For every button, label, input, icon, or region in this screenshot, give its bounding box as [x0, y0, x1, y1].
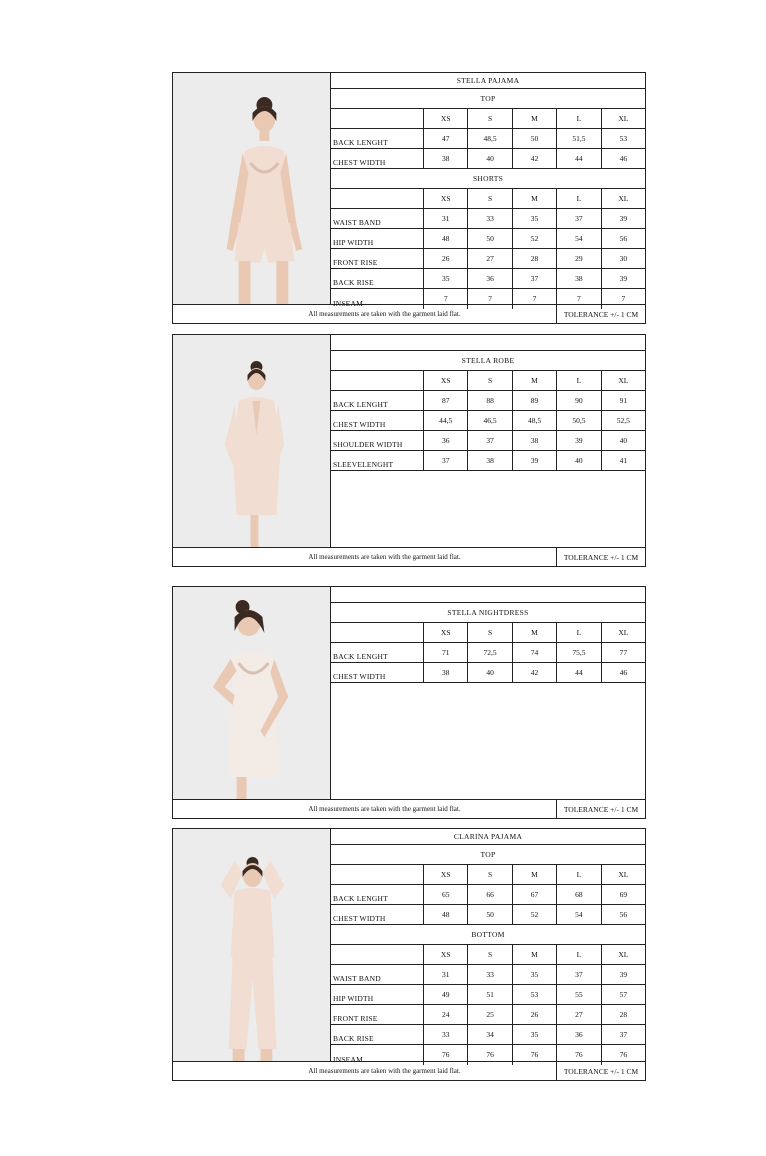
size-xl: XL: [618, 114, 629, 123]
table-cell: 56: [619, 234, 628, 243]
table-cell: 30: [619, 254, 628, 263]
row-label: BACK LENGHT: [331, 885, 424, 904]
table-row: [331, 965, 645, 985]
size-xs: XS: [424, 623, 468, 642]
row-label: BACK RISE: [331, 269, 424, 288]
table-cell: 91: [619, 396, 628, 405]
table-cell: 69: [619, 890, 628, 899]
table-cell: 40: [619, 436, 628, 445]
table-cell: 39: [619, 970, 628, 979]
row-label: BACK RISE: [331, 1025, 424, 1044]
table-cell: 25: [468, 1005, 512, 1024]
stella-nightdress-table: [331, 587, 645, 683]
size-xl: XL: [618, 870, 629, 879]
table-row: [331, 149, 645, 169]
size-l: L: [557, 189, 601, 208]
size-header-row: [331, 865, 645, 885]
table-cell: 37: [557, 209, 601, 228]
table-cell: 40: [468, 663, 512, 682]
row-label: INSEAM: [331, 289, 424, 309]
size-l: L: [557, 865, 601, 884]
table-cell: 35: [513, 209, 557, 228]
clarina-pajama-title: CLARINA PAJAMA: [331, 829, 645, 845]
stella-robe-photo: [173, 335, 331, 548]
table-cell: 76: [557, 1045, 601, 1065]
table-cell: 50,5: [557, 411, 601, 430]
stella-nightdress-photo: [173, 587, 331, 800]
size-s: S: [468, 623, 512, 642]
row-label: FRONT RISE: [331, 249, 424, 268]
table-row: [331, 391, 645, 411]
table-cell: 76: [424, 1045, 468, 1065]
tolerance-label: TOLERANCE +/- 1 CM: [563, 1066, 639, 1076]
stella-robe-table: [331, 335, 645, 471]
clarina-pajama-photo: [173, 829, 331, 1062]
table-cell: 50: [513, 129, 557, 148]
table-cell: 72,5: [468, 643, 512, 662]
row-label: HIP WIDTH: [331, 985, 424, 1004]
table-row: [331, 431, 645, 451]
table-cell: 35: [424, 269, 468, 288]
table-row: [331, 229, 645, 249]
shorts-section-label: SHORTS: [331, 169, 645, 189]
table-cell: 48,5: [468, 129, 512, 148]
table-cell: 46,5: [468, 411, 512, 430]
table-cell: 38: [557, 269, 601, 288]
size-xs: XS: [424, 865, 468, 884]
table-cell: 47: [424, 129, 468, 148]
table-cell: 37: [619, 1030, 628, 1039]
table-row: [331, 905, 645, 925]
measurement-note: All measurements are taken with the garment laid flat.: [173, 1062, 557, 1080]
table-row: [331, 1025, 645, 1045]
table-cell: 75,5: [557, 643, 601, 662]
table-cell: 36: [424, 431, 468, 450]
table-cell: 48,5: [513, 411, 557, 430]
row-label: WAIST BAND: [331, 209, 424, 228]
table-cell: 7: [424, 289, 468, 309]
table-cell: 7: [557, 289, 601, 309]
table-row: [331, 411, 645, 431]
row-label: BACK LENGHT: [331, 391, 424, 410]
stella-nightdress-title: STELLA NIGHTDRESS: [331, 603, 645, 623]
row-label: BACK LENGHT: [331, 643, 424, 662]
table-cell: 56: [619, 910, 628, 919]
stella-pajama-photo: [173, 73, 331, 305]
row-label: CHEST WIDTH: [331, 149, 424, 168]
size-l: L: [557, 371, 601, 390]
table-cell: 42: [513, 663, 557, 682]
table-cell: 38: [424, 149, 468, 168]
table-cell: 24: [424, 1005, 468, 1024]
table-row: [331, 643, 645, 663]
table-row: [331, 269, 645, 289]
size-s: S: [468, 109, 512, 128]
table-cell: 35: [513, 965, 557, 984]
size-xs: XS: [424, 371, 468, 390]
table-cell: 39: [557, 431, 601, 450]
table-row: [331, 451, 645, 471]
table-cell: 49: [424, 985, 468, 1004]
tolerance-label: TOLERANCE +/- 1 CM: [563, 552, 639, 562]
stella-pajama-block: [172, 72, 646, 324]
table-cell: 42: [513, 149, 557, 168]
size-m: M: [513, 865, 557, 884]
size-m: M: [513, 109, 557, 128]
tolerance-label: TOLERANCE +/- 1 CM: [563, 804, 639, 814]
table-cell: 37: [557, 965, 601, 984]
table-cell: 44,5: [424, 411, 468, 430]
table-cell: 44: [557, 663, 601, 682]
size-l: L: [557, 109, 601, 128]
table-cell: 33: [468, 209, 512, 228]
table-cell: 76: [619, 1050, 628, 1059]
clarina-pajama-table: [331, 829, 645, 1065]
table-cell: 54: [557, 229, 601, 248]
table-cell: 74: [513, 643, 557, 662]
table-cell: 37: [468, 431, 512, 450]
table-cell: 89: [513, 391, 557, 410]
stella-robe-title: STELLA ROBE: [331, 351, 645, 371]
table-cell: 76: [513, 1045, 557, 1065]
stella-nightdress-block: [172, 586, 646, 819]
table-row: [331, 885, 645, 905]
table-cell: 50: [468, 229, 512, 248]
table-cell: 33: [424, 1025, 468, 1044]
table-cell: 31: [424, 209, 468, 228]
table-cell: 28: [619, 1010, 628, 1019]
table-cell: 52: [513, 905, 557, 924]
table-cell: 7: [621, 294, 626, 303]
table-cell: 87: [424, 391, 468, 410]
table-cell: 55: [557, 985, 601, 1004]
table-cell: 38: [424, 663, 468, 682]
table-cell: 26: [513, 1005, 557, 1024]
clarina-pajama-block: [172, 828, 646, 1081]
table-row: [331, 985, 645, 1005]
table-cell: 88: [468, 391, 512, 410]
row-label: HIP WIDTH: [331, 229, 424, 248]
row-label: CHEST WIDTH: [331, 905, 424, 924]
table-row: [331, 1005, 645, 1025]
table-cell: 28: [513, 249, 557, 268]
size-xs: XS: [424, 189, 468, 208]
row-label: INSEAM: [331, 1045, 424, 1065]
row-label: CHEST WIDTH: [331, 663, 424, 682]
table-cell: 29: [557, 249, 601, 268]
size-header-row: [331, 371, 645, 391]
row-label: CHEST WIDTH: [331, 411, 424, 430]
size-xl: XL: [618, 628, 629, 637]
table-cell: 27: [468, 249, 512, 268]
stella-pajama-title: STELLA PAJAMA: [331, 73, 645, 89]
size-s: S: [468, 189, 512, 208]
table-cell: 37: [513, 269, 557, 288]
table-cell: 46: [619, 668, 628, 677]
table-cell: 71: [424, 643, 468, 662]
table-cell: 7: [513, 289, 557, 309]
table-cell: 76: [468, 1045, 512, 1065]
top-section-label: TOP: [331, 89, 645, 109]
table-cell: 48: [424, 229, 468, 248]
table-cell: 65: [424, 885, 468, 904]
table-cell: 46: [619, 154, 628, 163]
table-cell: 40: [557, 451, 601, 470]
table-cell: 48: [424, 905, 468, 924]
size-m: M: [513, 189, 557, 208]
table-cell: 37: [424, 451, 468, 470]
table-cell: 50: [468, 905, 512, 924]
measurement-footer: [173, 1061, 645, 1080]
size-xs: XS: [424, 945, 468, 964]
table-cell: 36: [468, 269, 512, 288]
table-row: [331, 209, 645, 229]
row-label: BACK LENGHT: [331, 129, 424, 148]
size-xl: XL: [618, 194, 629, 203]
row-label: WAIST BAND: [331, 965, 424, 984]
table-cell: 54: [557, 905, 601, 924]
table-cell: 39: [619, 274, 628, 283]
row-label: SHOULDER WIDTH: [331, 431, 424, 450]
size-s: S: [468, 865, 512, 884]
table-row: [331, 249, 645, 269]
table-cell: 77: [619, 648, 628, 657]
table-cell: 52: [513, 229, 557, 248]
table-cell: 38: [513, 431, 557, 450]
tolerance-label: TOLERANCE +/- 1 CM: [563, 309, 639, 319]
size-m: M: [513, 945, 557, 964]
measurement-note: All measurements are taken with the garment laid flat.: [173, 548, 557, 566]
stella-pajama-table: [331, 73, 645, 309]
measurement-footer: [173, 304, 645, 323]
measurement-note: All measurements are taken with the garment laid flat.: [173, 800, 557, 818]
table-row: [331, 129, 645, 149]
table-cell: 44: [557, 149, 601, 168]
table-cell: 53: [513, 985, 557, 1004]
table-cell: 39: [619, 214, 628, 223]
table-cell: 7: [468, 289, 512, 309]
size-header-row: [331, 623, 645, 643]
bottom-section-label: BOTTOM: [331, 925, 645, 945]
size-xl: XL: [618, 950, 629, 959]
table-cell: 26: [424, 249, 468, 268]
size-l: L: [557, 623, 601, 642]
table-cell: 51: [468, 985, 512, 1004]
top-section-label: TOP: [331, 845, 645, 865]
table-cell: 57: [619, 990, 628, 999]
row-label: FRONT RISE: [331, 1005, 424, 1024]
table-cell: 39: [513, 451, 557, 470]
measurement-footer: [173, 547, 645, 566]
table-cell: 52,5: [616, 416, 630, 425]
size-header-row: [331, 189, 645, 209]
row-label: SLEEVELENGHT: [331, 451, 424, 470]
table-cell: 53: [619, 134, 628, 143]
table-cell: 67: [513, 885, 557, 904]
size-s: S: [468, 945, 512, 964]
size-m: M: [513, 371, 557, 390]
size-header-row: [331, 945, 645, 965]
size-m: M: [513, 623, 557, 642]
measurement-note: All measurements are taken with the garment laid flat.: [173, 305, 557, 323]
table-cell: 51,5: [557, 129, 601, 148]
size-xl: XL: [618, 376, 629, 385]
size-xs: XS: [424, 109, 468, 128]
stella-robe-block: [172, 334, 646, 567]
table-cell: 34: [468, 1025, 512, 1044]
table-cell: 36: [557, 1025, 601, 1044]
size-s: S: [468, 371, 512, 390]
table-cell: 41: [619, 456, 628, 465]
table-cell: 68: [557, 885, 601, 904]
table-cell: 38: [468, 451, 512, 470]
table-cell: 90: [557, 391, 601, 410]
table-cell: 40: [468, 149, 512, 168]
table-cell: 31: [424, 965, 468, 984]
size-header-row: [331, 109, 645, 129]
table-row: [331, 663, 645, 683]
table-cell: 35: [513, 1025, 557, 1044]
table-cell: 27: [557, 1005, 601, 1024]
measurement-footer: [173, 799, 645, 818]
size-l: L: [557, 945, 601, 964]
table-cell: 33: [468, 965, 512, 984]
table-cell: 66: [468, 885, 512, 904]
